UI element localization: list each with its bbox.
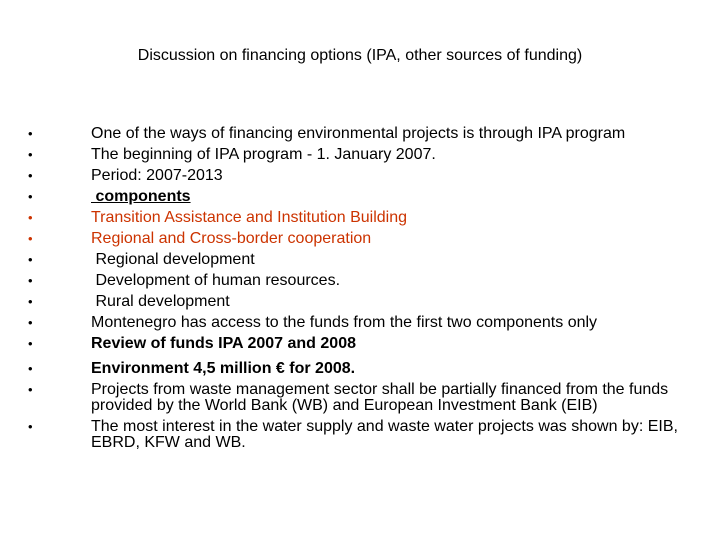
bullet-text: Regional and Cross-border cooperation <box>91 230 372 247</box>
bullet-icon: • <box>28 126 33 141</box>
bullet-item <box>28 252 678 268</box>
bullet-text: Transition Assistance and Institution Building <box>91 209 408 226</box>
bullet-item <box>28 273 678 289</box>
bullet-icon: • <box>28 419 33 434</box>
bullet-icon: • <box>28 294 33 309</box>
bullet-icon: • <box>28 189 33 204</box>
bullet-item <box>28 361 678 377</box>
bullet-item <box>28 231 678 247</box>
bullet-item <box>28 189 678 205</box>
bullet-text: Environment 4,5 million € for 2008. <box>91 360 356 377</box>
bullet-text: Review of funds IPA 2007 and 2008 <box>91 335 356 352</box>
bullet-text: One of the ways of financing environmental projects is through IPA program <box>91 125 626 142</box>
slide-title: Discussion on financing options (IPA, other sources of funding) <box>137 47 583 64</box>
bullet-text: Development of human resources. <box>91 272 341 289</box>
bullet-text: The most interest in the water supply and waste water projects was shown by: EIB, EBRD, KFW and WB. <box>91 418 678 451</box>
bullet-text: Montenegro has access to the funds from the first two components only <box>91 314 598 331</box>
bullet-text: components <box>91 188 191 205</box>
bullet-text: Projects from waste management sector shall be partially financed from the funds provided by the World Bank (WB) and European Investment Bank (EIB) <box>91 381 669 414</box>
bullet-icon: • <box>28 168 33 183</box>
bullet-icon: • <box>28 210 33 225</box>
bullet-text: Regional development <box>91 251 255 268</box>
bullet-item <box>28 147 678 163</box>
bullet-icon: • <box>28 231 33 246</box>
bullet-text: Period: 2007-2013 <box>91 167 223 184</box>
bullet-list <box>28 126 678 456</box>
bullet-text: The beginning of IPA program - 1. January 2007. <box>91 146 436 163</box>
bullet-icon: • <box>28 273 33 288</box>
bullet-item <box>28 336 678 352</box>
bullet-item <box>28 168 678 184</box>
bullet-icon: • <box>28 336 33 351</box>
bullet-icon: • <box>28 147 33 162</box>
bullet-icon: • <box>28 252 33 267</box>
bullet-item <box>28 210 678 226</box>
bullet-item <box>28 382 678 414</box>
bullet-icon: • <box>28 315 33 330</box>
bullet-icon: • <box>28 361 33 376</box>
bullet-item <box>28 419 678 451</box>
bullet-item <box>28 294 678 310</box>
bullet-icon: • <box>28 382 33 397</box>
bullet-text: Rural development <box>91 293 230 310</box>
bullet-item <box>28 126 678 142</box>
bullet-item <box>28 315 678 331</box>
